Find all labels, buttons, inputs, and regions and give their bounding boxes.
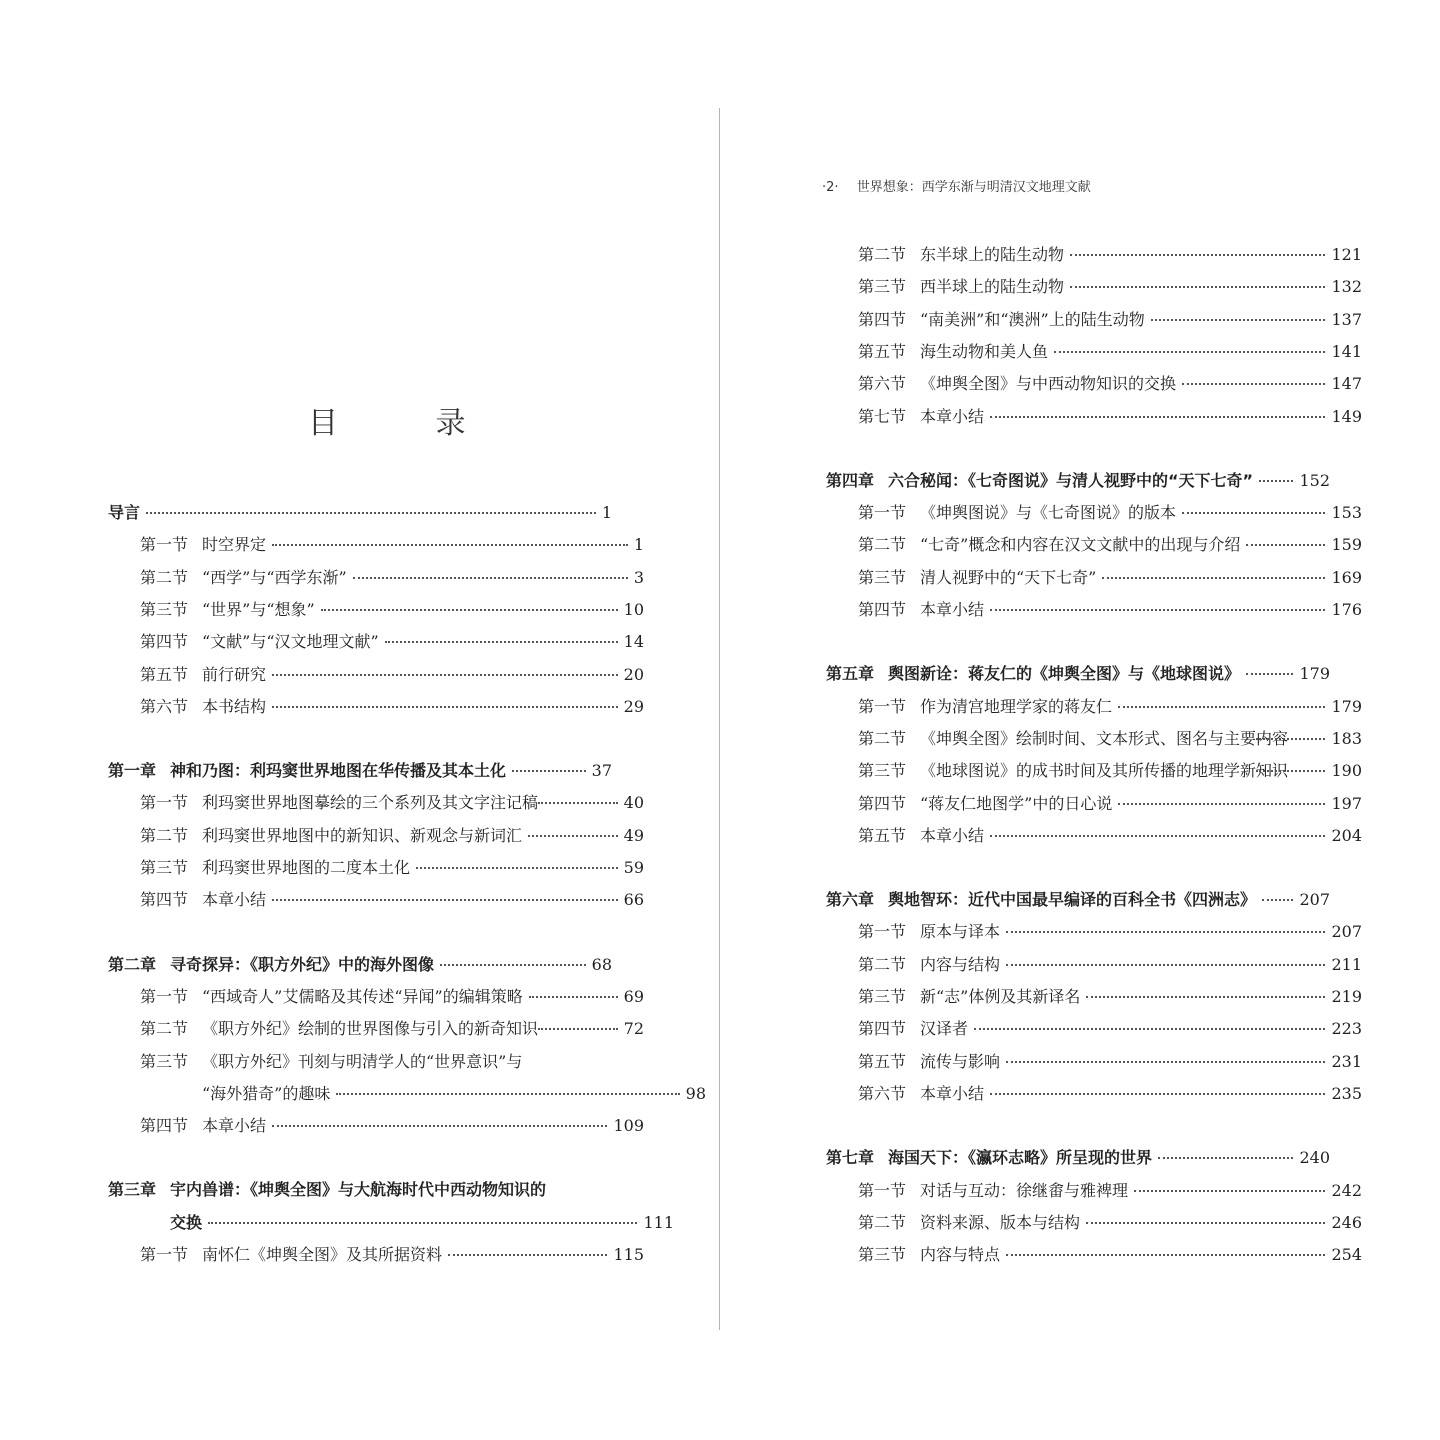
toc-entry-title: 利玛窦世界地图的二度本土化: [202, 858, 411, 877]
toc-page-number: 207: [1299, 890, 1330, 910]
toc-entry-label: 第四节: [858, 309, 907, 329]
toc-section-entry[interactable]: [826, 1178, 1362, 1202]
toc-entry-title: 本章小结: [920, 600, 985, 619]
toc-entry-title: 清人视野中的“天下七奇”: [920, 567, 1097, 587]
toc-entry-label: 第二节: [858, 728, 907, 748]
toc-entry-title: 东半球上的陆生动物: [920, 245, 1065, 264]
toc-entry-label: 第七节: [858, 406, 907, 426]
toc-page-number: 109: [613, 1116, 644, 1136]
toc-entry-label: 第一节: [140, 535, 189, 555]
toc-page-number: 115: [613, 1245, 644, 1264]
running-head-page-number: ·2·: [822, 180, 839, 195]
toc-entry-title: 流传与影响: [920, 1051, 1001, 1071]
toc-entry-title: 舆地智环：近代中国最早编译的百科全书《四洲志》: [888, 890, 1257, 910]
running-head: [822, 176, 1091, 195]
toc-entry-label: 第四章: [826, 470, 875, 490]
toc-page-number: 149: [1331, 406, 1362, 426]
running-head-book-title: 世界想象：西学东渐与明清汉文地理文献: [856, 180, 1091, 195]
toc-entry-title: 六合秘闻：《七奇图说》与清人视野中的“天下七奇”: [888, 470, 1254, 490]
toc-entry-title: “七奇”概念和内容在汉文文献中的出现与介绍: [920, 535, 1241, 555]
dot-leader: [353, 577, 628, 579]
toc-page-number: 121: [1331, 245, 1362, 264]
toc-entry-title: 本章小结: [202, 1116, 267, 1136]
dot-leader: [528, 835, 618, 837]
toc-entry-label: 第四节: [858, 793, 907, 813]
dot-leader: [990, 835, 1325, 837]
toc-chapter-entry[interactable]: [108, 500, 612, 524]
toc-entry-label: 第二节: [858, 245, 907, 264]
toc-page-number: 72: [623, 1019, 644, 1039]
toc-entry-title: “文献”与“汉文地理文献”: [202, 632, 379, 652]
toc-entry-title: 宇内兽谱：《坤舆全图》与大航海时代中西动物知识的: [170, 1180, 547, 1200]
toc-entry-title: 时空界定: [202, 535, 267, 555]
toc-section-entry[interactable]: [108, 532, 644, 556]
toc-entry-label: 第二节: [140, 1019, 189, 1039]
dot-leader: [1259, 480, 1293, 482]
toc-chapter-entry[interactable]: [108, 758, 612, 782]
toc-section-entry[interactable]: [826, 1242, 1362, 1266]
toc-section-entry[interactable]: [826, 952, 1362, 976]
dot-leader: [321, 609, 618, 611]
toc-chapter-entry[interactable]: [108, 1210, 674, 1234]
toc-page-number: 231: [1331, 1051, 1362, 1071]
toc-chapter-entry[interactable]: [826, 887, 1330, 911]
dot-leader: [1070, 286, 1325, 288]
toc-page-number: 254: [1331, 1245, 1362, 1265]
dot-leader: [1246, 544, 1325, 546]
toc-section-entry[interactable]: [826, 791, 1362, 815]
toc-entry-title: 海国天下：《瀛环志略》所呈现的世界: [888, 1148, 1153, 1168]
dot-leader: [385, 641, 618, 643]
toc-entry-label: 第五节: [858, 341, 907, 361]
toc-entry-title: 本章小结: [920, 1083, 985, 1103]
toc-entry-title: 本章小结: [920, 825, 985, 845]
toc-section-entry[interactable]: [108, 1049, 644, 1073]
toc-page-number: 14: [623, 632, 644, 652]
toc-page-number: 183: [1331, 728, 1362, 748]
toc-section-entry[interactable]: [108, 1242, 644, 1266]
toc-page-number: 152: [1299, 470, 1330, 490]
dot-leader: [1006, 1254, 1325, 1256]
toc-chapter-entry[interactable]: [108, 952, 612, 976]
toc-entry-title: 南怀仁《坤舆全图》及其所据资料: [202, 1245, 443, 1264]
toc-page-number: 29: [623, 696, 644, 716]
toc-entry-title: 《地球图说》的成书时间及其所传播的地理学新知识: [920, 761, 1289, 781]
toc-entry-label: 第三节: [858, 761, 907, 781]
dot-leader: [1246, 673, 1293, 675]
toc-page-number: 190: [1331, 761, 1362, 781]
dot-leader: [1256, 770, 1325, 772]
dot-leader: [1262, 899, 1293, 901]
toc-section-entry[interactable]: [826, 1049, 1362, 1073]
toc-entry-title: 本章小结: [202, 890, 267, 910]
toc-section-entry[interactable]: [826, 1016, 1362, 1040]
toc-entry-label: 第四节: [858, 1019, 907, 1039]
page-gutter-divider: [719, 108, 720, 1330]
dot-leader: [529, 996, 618, 998]
toc-entry-label: 第一节: [140, 1245, 189, 1264]
toc-section-entry[interactable]: [826, 242, 1362, 266]
toc-page-number: 211: [1331, 954, 1362, 974]
dot-leader: [440, 964, 586, 966]
dot-leader: [272, 674, 618, 676]
toc-entry-label: 第五章: [826, 664, 875, 684]
toc-entry-label: 第三节: [858, 1245, 907, 1265]
toc-section-entry[interactable]: [826, 984, 1362, 1008]
toc-section-entry[interactable]: [826, 1081, 1362, 1105]
toc-entry-label: 第一节: [858, 696, 907, 716]
toc-section-entry[interactable]: [108, 855, 644, 879]
toc-page-number: 223: [1331, 1019, 1362, 1039]
toc-section-entry[interactable]: [108, 565, 644, 589]
toc-entry-title: “蒋友仁地图学”中的日心说: [920, 793, 1113, 813]
toc-section-entry[interactable]: [108, 662, 644, 686]
toc-section-entry[interactable]: [826, 597, 1362, 621]
toc-section-entry[interactable]: [108, 1081, 706, 1105]
toc-entry-label: 第二节: [140, 825, 189, 845]
dot-leader: [1134, 1190, 1325, 1192]
toc-entry-title: 汉译者: [920, 1019, 969, 1039]
dot-leader: [1006, 964, 1325, 966]
toc-entry-title: 利玛窦世界地图摹绘的三个系列及其文字注记稿: [202, 793, 539, 813]
toc-entry-label: 第三节: [858, 567, 907, 587]
toc-entry-label: 第二节: [858, 1212, 907, 1232]
toc-entry-title: 神和乃图：利玛窦世界地图在华传播及其本土化: [170, 761, 507, 781]
toc-page-number: 197: [1331, 793, 1362, 813]
toc-entry-label: 第一节: [858, 503, 907, 523]
toc-entry-label: 第六节: [140, 696, 189, 716]
toc-entry-label: 第五节: [858, 1051, 907, 1071]
toc-entry-label: 第三节: [140, 858, 189, 877]
toc-page-number: 153: [1331, 503, 1362, 523]
toc-chapter-entry[interactable]: [826, 468, 1330, 492]
toc-section-entry[interactable]: [108, 629, 644, 653]
toc-entry-title: 本书结构: [202, 696, 267, 716]
toc-section-entry[interactable]: [826, 694, 1362, 718]
toc-entry-label: 第一节: [858, 922, 907, 942]
toc-section-entry[interactable]: [826, 758, 1362, 782]
toc-entry-title: 原本与译本: [920, 922, 1001, 942]
toc-entry-label: 第一章: [108, 761, 157, 781]
toc-page-number: 159: [1331, 535, 1362, 555]
dot-leader: [1070, 254, 1325, 256]
toc-page-number: 66: [623, 890, 644, 910]
toc-entry-label: 第一节: [858, 1180, 907, 1200]
toc-entry-label: 第四节: [140, 890, 189, 910]
dot-leader: [272, 544, 628, 546]
toc-section-entry[interactable]: [826, 307, 1362, 331]
toc-title: 目 录: [308, 406, 510, 441]
toc-section-entry[interactable]: [826, 1210, 1362, 1234]
toc-entry-title: “世界”与“想象”: [202, 599, 315, 619]
toc-section-entry[interactable]: [108, 1113, 644, 1137]
toc-page-number: 242: [1331, 1180, 1362, 1200]
toc-entry-title: 前行研究: [202, 664, 267, 684]
toc-entry-title: 《坤舆全图》绘制时间、文本形式、图名与主要内容: [920, 728, 1289, 748]
toc-page-number: 137: [1331, 309, 1362, 329]
toc-page-number: 219: [1331, 987, 1362, 1006]
toc-page-number: 20: [623, 664, 644, 684]
toc-section-entry[interactable]: [826, 500, 1362, 524]
toc-entry-label: 第二节: [140, 567, 189, 587]
dot-leader: [1006, 931, 1325, 933]
toc-entry-label: 第二节: [858, 954, 907, 974]
toc-page-number: 1: [633, 535, 644, 555]
toc-entry-title: 本章小结: [920, 406, 985, 426]
toc-section-entry[interactable]: [108, 1016, 644, 1040]
dot-leader: [1054, 351, 1325, 353]
toc-section-entry[interactable]: [826, 371, 1362, 395]
toc-entry-label: 第三节: [858, 987, 907, 1006]
toc-entry-title: 对话与互动：徐继畬与雅裨理: [920, 1180, 1129, 1200]
toc-entry-label: 第四节: [858, 600, 907, 619]
toc-page-number: 169: [1331, 567, 1362, 587]
toc-entry-label: 第三节: [858, 277, 907, 297]
toc-entry-label: 第五节: [858, 825, 907, 845]
toc-page-number: 10: [623, 599, 644, 619]
dot-leader: [448, 1254, 607, 1256]
dot-leader: [336, 1093, 679, 1095]
toc-page-number: 235: [1331, 1083, 1362, 1103]
toc-section-entry[interactable]: [826, 726, 1362, 750]
toc-entry-label: 第三章: [108, 1180, 157, 1200]
toc-entry-title: 《坤舆图说》与《七奇图说》的版本: [920, 503, 1177, 523]
toc-section-entry[interactable]: [108, 597, 644, 621]
dot-leader: [146, 512, 596, 514]
toc-page-number: 1: [601, 503, 612, 522]
toc-entry-title: 西半球上的陆生动物: [920, 277, 1065, 297]
toc-page-number: 207: [1331, 922, 1362, 942]
toc-entry-label: 第三节: [140, 1051, 189, 1071]
toc-section-entry[interactable]: [826, 404, 1362, 428]
dot-leader: [1182, 383, 1325, 385]
toc-page-number: 132: [1331, 277, 1362, 297]
toc-entry-label: 第二章: [108, 954, 157, 974]
toc-entry-title: 作为清宫地理学家的蒋友仁: [920, 696, 1113, 716]
toc-section-entry[interactable]: [826, 339, 1362, 363]
dot-leader: [1118, 706, 1325, 708]
toc-page-number: 49: [623, 825, 644, 845]
toc-page-number: 111: [643, 1212, 674, 1232]
dot-leader: [272, 899, 618, 901]
toc-entry-label: 第五节: [140, 664, 189, 684]
toc-section-entry[interactable]: [108, 823, 644, 847]
toc-entry-label: 第六节: [858, 374, 907, 394]
toc-entry-label: 第六章: [826, 890, 875, 910]
dot-leader: [538, 1028, 618, 1030]
toc-chapter-entry[interactable]: [826, 1145, 1330, 1169]
dot-leader: [1086, 1222, 1325, 1224]
dot-leader: [1151, 319, 1326, 321]
toc-page-number: 179: [1299, 664, 1330, 684]
toc-entry-title: 《坤舆全图》与中西动物知识的交换: [920, 374, 1177, 394]
toc-entry-label: 第一节: [140, 793, 189, 813]
toc-page-number: 68: [591, 954, 612, 974]
toc-entry-label: 导言: [108, 503, 141, 522]
toc-entry-label: 第一节: [140, 986, 189, 1006]
toc-section-entry[interactable]: [108, 694, 644, 718]
toc-section-entry[interactable]: [826, 919, 1362, 943]
toc-entry-title: 内容与结构: [920, 954, 1001, 974]
toc-section-entry[interactable]: [826, 565, 1362, 589]
dot-leader: [990, 1093, 1325, 1095]
dot-leader: [208, 1222, 637, 1224]
dot-leader: [512, 770, 586, 772]
toc-section-entry[interactable]: [826, 823, 1362, 847]
toc-page-number: 69: [623, 986, 644, 1006]
toc-page-number: 3: [633, 567, 644, 587]
toc-entry-label: 第二节: [858, 535, 907, 555]
toc-page-number: 240: [1299, 1148, 1330, 1168]
toc-page-number: 147: [1331, 374, 1362, 394]
toc-entry-title: 交换: [170, 1212, 203, 1232]
dot-leader: [272, 706, 618, 708]
toc-entry-title: 海生动物和美人鱼: [920, 341, 1049, 361]
toc-section-entry[interactable]: [826, 274, 1362, 298]
toc-entry-label: 第七章: [826, 1148, 875, 1168]
toc-page-number: 246: [1331, 1212, 1362, 1232]
toc-page-number: 179: [1331, 696, 1362, 716]
toc-entry-label: 第四节: [140, 1116, 189, 1136]
toc-page-number: 176: [1331, 600, 1362, 619]
toc-page-number: 40: [623, 793, 644, 813]
toc-page-number: 98: [685, 1083, 706, 1103]
toc-chapter-entry[interactable]: [826, 661, 1330, 685]
toc-entry-title: 内容与特点: [920, 1245, 1001, 1265]
toc-entry-title: “南美洲”和“澳洲”上的陆生动物: [920, 309, 1145, 329]
toc-entry-title: “海外猎奇”的趣味: [202, 1083, 331, 1103]
toc-page-number: 59: [623, 858, 644, 877]
toc-entry-label: 第六节: [858, 1083, 907, 1103]
toc-section-entry[interactable]: [826, 532, 1362, 556]
dot-leader: [1086, 996, 1325, 998]
toc-entry-title: 寻奇探异：《职方外纪》中的海外图像: [170, 954, 435, 974]
toc-entry-title: 资料来源、版本与结构: [920, 1212, 1081, 1232]
dot-leader: [416, 867, 618, 869]
dot-leader: [990, 609, 1325, 611]
toc-entry-label: 第四节: [140, 632, 189, 652]
dot-leader: [1158, 1157, 1293, 1159]
dot-leader: [1102, 577, 1325, 579]
toc-entry-title: 《职方外纪》刊刻与明清学人的“世界意识”与: [202, 1051, 523, 1071]
dot-leader: [974, 1028, 1325, 1030]
toc-page-number: 37: [591, 761, 612, 781]
dot-leader: [990, 416, 1325, 418]
dot-leader: [1118, 803, 1325, 805]
dot-leader: [538, 802, 618, 804]
dot-leader: [1006, 1061, 1325, 1063]
toc-page-number: 141: [1331, 341, 1362, 361]
toc-entry-title: 舆图新诠：蒋友仁的《坤舆全图》与《地球图说》: [888, 664, 1241, 684]
toc-entry-title: 新“志”体例及其新译名: [920, 987, 1081, 1006]
toc-entry-title: 利玛窦世界地图中的新知识、新观念与新词汇: [202, 825, 523, 845]
toc-entry-title: “西域奇人”艾儒略及其传述“异闻”的编辑策略: [202, 986, 523, 1006]
toc-chapter-entry[interactable]: [108, 1177, 612, 1201]
dot-leader: [272, 1125, 607, 1127]
dot-leader: [1182, 512, 1325, 514]
dot-leader: [1256, 738, 1325, 740]
toc-entry-title: 《职方外纪》绘制的世界图像与引入的新奇知识: [202, 1019, 539, 1039]
toc-entry-title: “西学”与“西学东渐”: [202, 567, 347, 587]
toc-section-entry[interactable]: [108, 887, 644, 911]
toc-page-number: 204: [1331, 825, 1362, 845]
toc-entry-label: 第三节: [140, 599, 189, 619]
toc-section-entry[interactable]: [108, 790, 644, 814]
toc-section-entry[interactable]: [108, 984, 644, 1008]
